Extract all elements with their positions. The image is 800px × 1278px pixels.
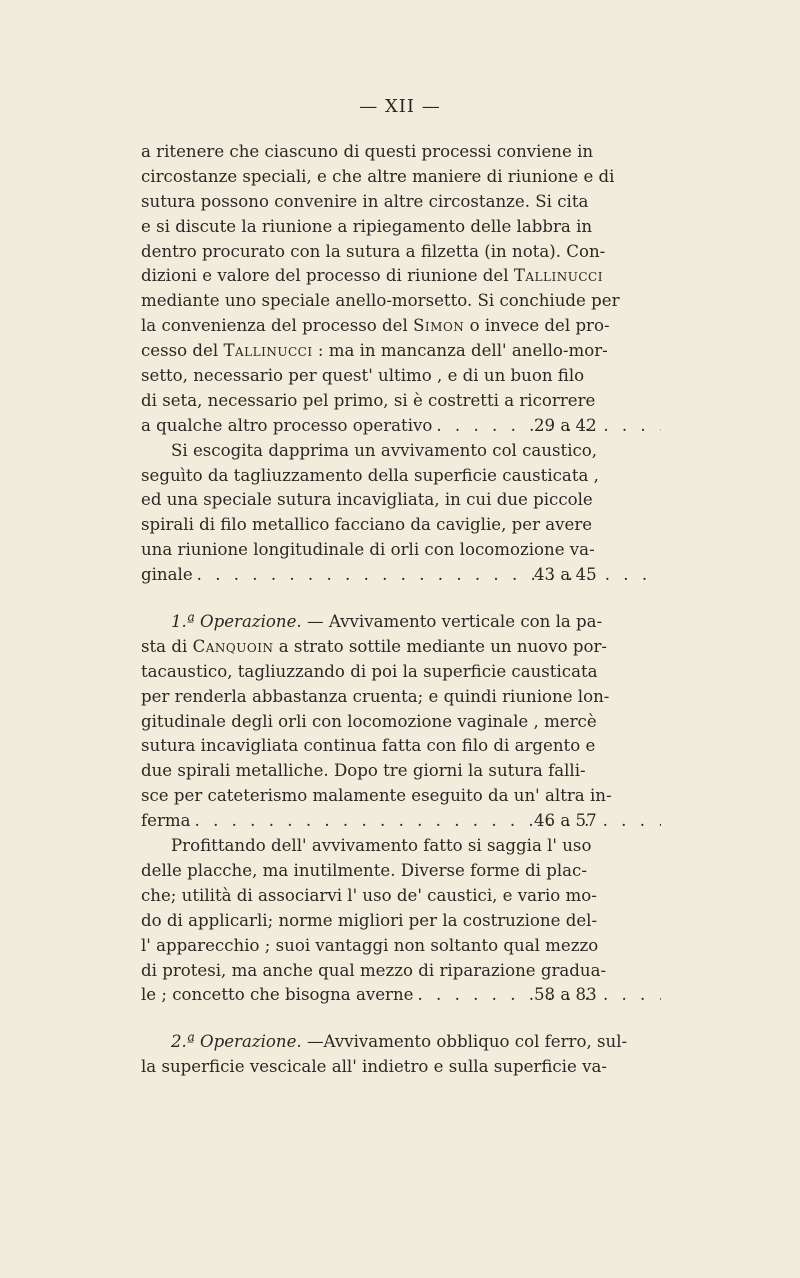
text-line: a ritenere che ciascuno di questi processi conviene in: [141, 142, 594, 161]
text-line: Profittando dell' avvivamento fatto si saggia l' uso: [171, 836, 592, 856]
text-line: l' apparecchio ; suoi vantaggi non soltanto qual mezzo: [141, 935, 599, 955]
text-line: do di applicarli; norme migliori per la costruzione del-: [141, 910, 598, 930]
text-line: di seta, necessario pel primo, si è costretti a ricorrere: [141, 390, 596, 410]
page-range: 58 a 83: [534, 985, 597, 1005]
text-line: tacaustico, tagliuzzando di poi la superficie causticata: [141, 661, 598, 681]
text-line: per renderla abbastanza cruenta; e quindi riunione lon-: [141, 686, 610, 706]
text-line: spirali di filo metallico facciano da caviglie, per avere: [141, 515, 593, 535]
text-segment: cesso del: [141, 341, 224, 361]
text-line: dentro procurato con la sutura a filzetta (in nota). Con-: [141, 241, 606, 261]
text-segment: o invece del pro-: [464, 316, 610, 336]
text-segment: ginale: [141, 565, 193, 585]
operation-heading: 1.ª Operazione.: [171, 612, 302, 632]
text-line-with-leader: [141, 809, 661, 834]
text-segment: le ; concetto che bisogna averne: [141, 985, 414, 1005]
text-line: [141, 610, 661, 635]
text-line-with-leader: [141, 983, 661, 1008]
text-segment: a strato sottile mediante un nuovo por-: [273, 636, 608, 656]
page-range: 46 a 57: [534, 811, 597, 831]
text-line: la superficie vescicale all' indietro e sulla superficie va-: [141, 1057, 607, 1077]
text-line: [141, 1030, 661, 1055]
page-range: 29 a 42: [534, 415, 597, 435]
text-line: ed una speciale sutura incavigliata, in cui due piccole: [141, 490, 593, 510]
text-segment: : ma in mancanza dell' anello-mor-: [312, 341, 608, 361]
text-line: circostanze speciali, e che altre maniere di riunione e di: [141, 166, 615, 186]
text-segment: dizioni e valore del processo di riunione del: [141, 266, 514, 286]
text-line-with-leader: [141, 414, 661, 439]
text-line: di protesi, ma anche qual mezzo di riparazione gradua-: [141, 960, 607, 980]
text-segment: sta di: [141, 636, 193, 656]
text-line: [141, 314, 661, 339]
table-of-contents-text: [141, 140, 661, 1080]
text-line: gitudinale degli orli con locomozione vaginale , mercè: [141, 711, 597, 731]
text-line: una riunione longitudinale di orli con locomozione va-: [141, 540, 595, 560]
text-segment: — Avvivamento verticale con la pa-: [301, 612, 603, 632]
author-name: Canquoin: [192, 636, 274, 656]
text-segment: —Avvivamento obbliquo col ferro, sul-: [301, 1032, 628, 1052]
text-line: e si discute la riunione a ripiegamento delle labbra in: [141, 216, 593, 236]
text-line: sutura possono convenire in altre circostanze. Si cita: [141, 191, 589, 211]
text-segment: ferma: [141, 811, 191, 831]
page-range: 43 a 45: [534, 565, 597, 585]
text-line: Si escogita dapprima un avvivamento col caustico,: [171, 440, 598, 460]
text-line: mediante uno speciale anello-morsetto. Si conchiude per: [141, 291, 620, 311]
text-line-with-leader: [141, 563, 661, 588]
author-name: Tallinucci: [223, 341, 313, 361]
author-name: Tallinucci: [513, 266, 603, 286]
text-segment: a qualche altro processo operativo: [141, 415, 433, 435]
text-line: due spirali metalliche. Dopo tre giorni la sutura falli-: [141, 761, 586, 781]
text-line: [141, 635, 661, 660]
text-line: setto, necessario per quest' ultimo , e di un buon filo: [141, 366, 585, 386]
text-line: [141, 264, 661, 289]
author-name: Simon: [413, 316, 465, 336]
text-segment: la convenienza del processo del: [141, 316, 414, 336]
text-line: seguìto da tagliuzzamento della superficie causticata ,: [141, 465, 599, 485]
text-line: sce per cateterismo malamente eseguito da un' altra in-: [141, 786, 612, 806]
page-number-header: — XII —: [359, 96, 441, 117]
text-line: delle placche, ma inutilmente. Diverse forme di plac-: [141, 860, 587, 880]
text-line: che; utilità di associarvi l' uso de' caustici, e vario mo-: [141, 885, 597, 905]
text-line: [141, 339, 661, 364]
text-line: sutura incavigliata continua fatta con filo di argento e: [141, 736, 596, 756]
operation-heading: 2.ª Operazione.: [171, 1032, 302, 1052]
